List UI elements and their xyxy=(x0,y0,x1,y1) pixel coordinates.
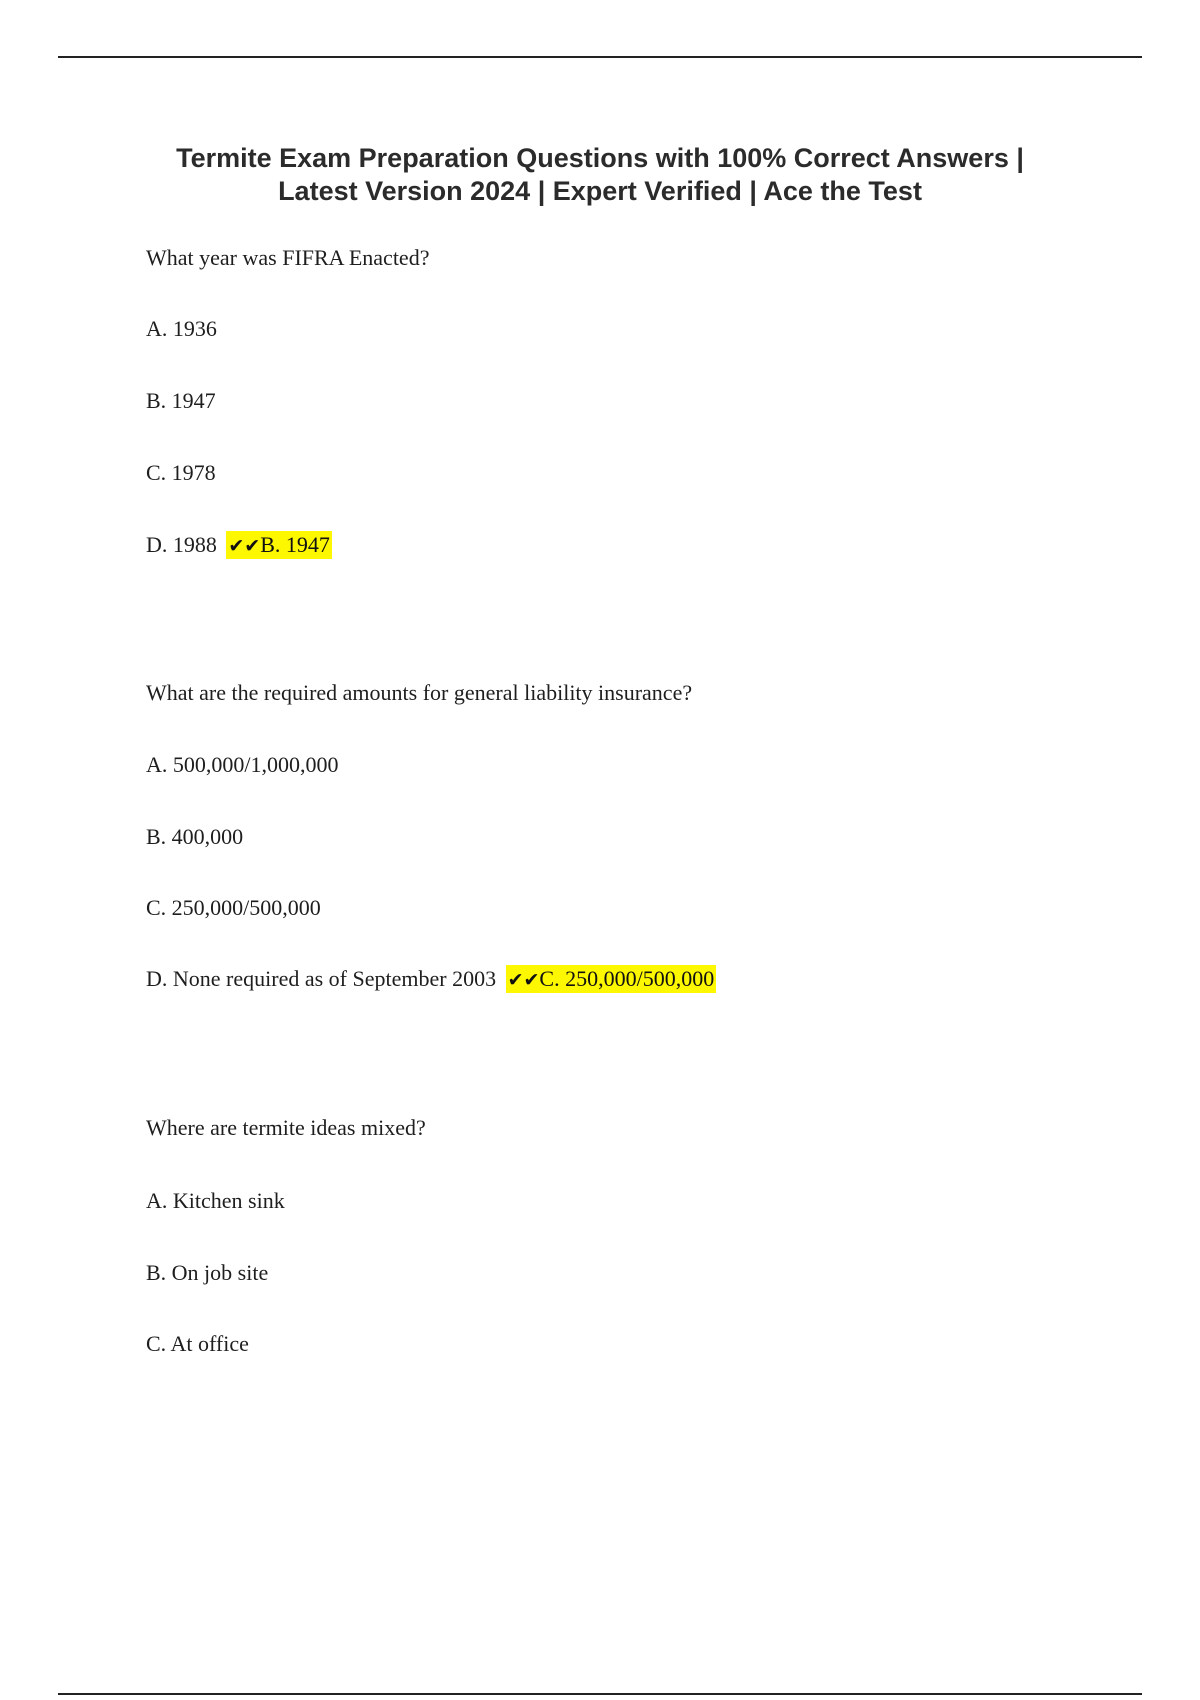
question-1-text: What year was FIFRA Enacted? xyxy=(146,245,430,270)
question-2-option-b: B. 400,000 xyxy=(146,824,244,849)
question-2-option-c: C. 250,000/500,000 xyxy=(146,895,321,920)
question-3-option-b: B. On job site xyxy=(146,1260,269,1285)
question-3-text: Where are termite ideas mixed? xyxy=(146,1115,426,1140)
question-2-answer: C. 250,000/500,000 xyxy=(539,966,715,991)
question-1-option-a: A. 1936 xyxy=(146,316,217,341)
question-2-option-d: D. None required as of September 2003 xyxy=(146,966,497,991)
double-check-icon: ✔✔ xyxy=(507,969,540,991)
question-2-text: What are the required amounts for general liability insurance? xyxy=(146,680,693,705)
double-check-icon: ✔✔ xyxy=(228,535,261,557)
question-1-option-b: B. 1947 xyxy=(146,388,216,413)
question-2-option-d-row xyxy=(146,965,716,994)
question-1-option-c: C. 1978 xyxy=(146,460,216,485)
document-title xyxy=(100,142,1100,208)
question-1-option-d: D. 1988 xyxy=(146,532,217,557)
top-rule xyxy=(58,56,1142,58)
title-line-2: Latest Version 2024 | Expert Verified | Ace the Test xyxy=(278,176,922,206)
question-3-option-a: A. Kitchen sink xyxy=(146,1188,285,1213)
question-1-answer-highlight xyxy=(226,531,332,559)
title-line-1: Termite Exam Preparation Questions with 100% Correct Answers | xyxy=(176,143,1024,173)
question-1-answer: B. 1947 xyxy=(260,532,330,557)
question-2-answer-highlight xyxy=(506,965,717,993)
bottom-rule xyxy=(58,1693,1142,1695)
question-2-option-a: A. 500,000/1,000,000 xyxy=(146,752,339,777)
question-3-option-c: C. At office xyxy=(146,1331,249,1356)
question-1-option-d-row xyxy=(146,531,332,560)
